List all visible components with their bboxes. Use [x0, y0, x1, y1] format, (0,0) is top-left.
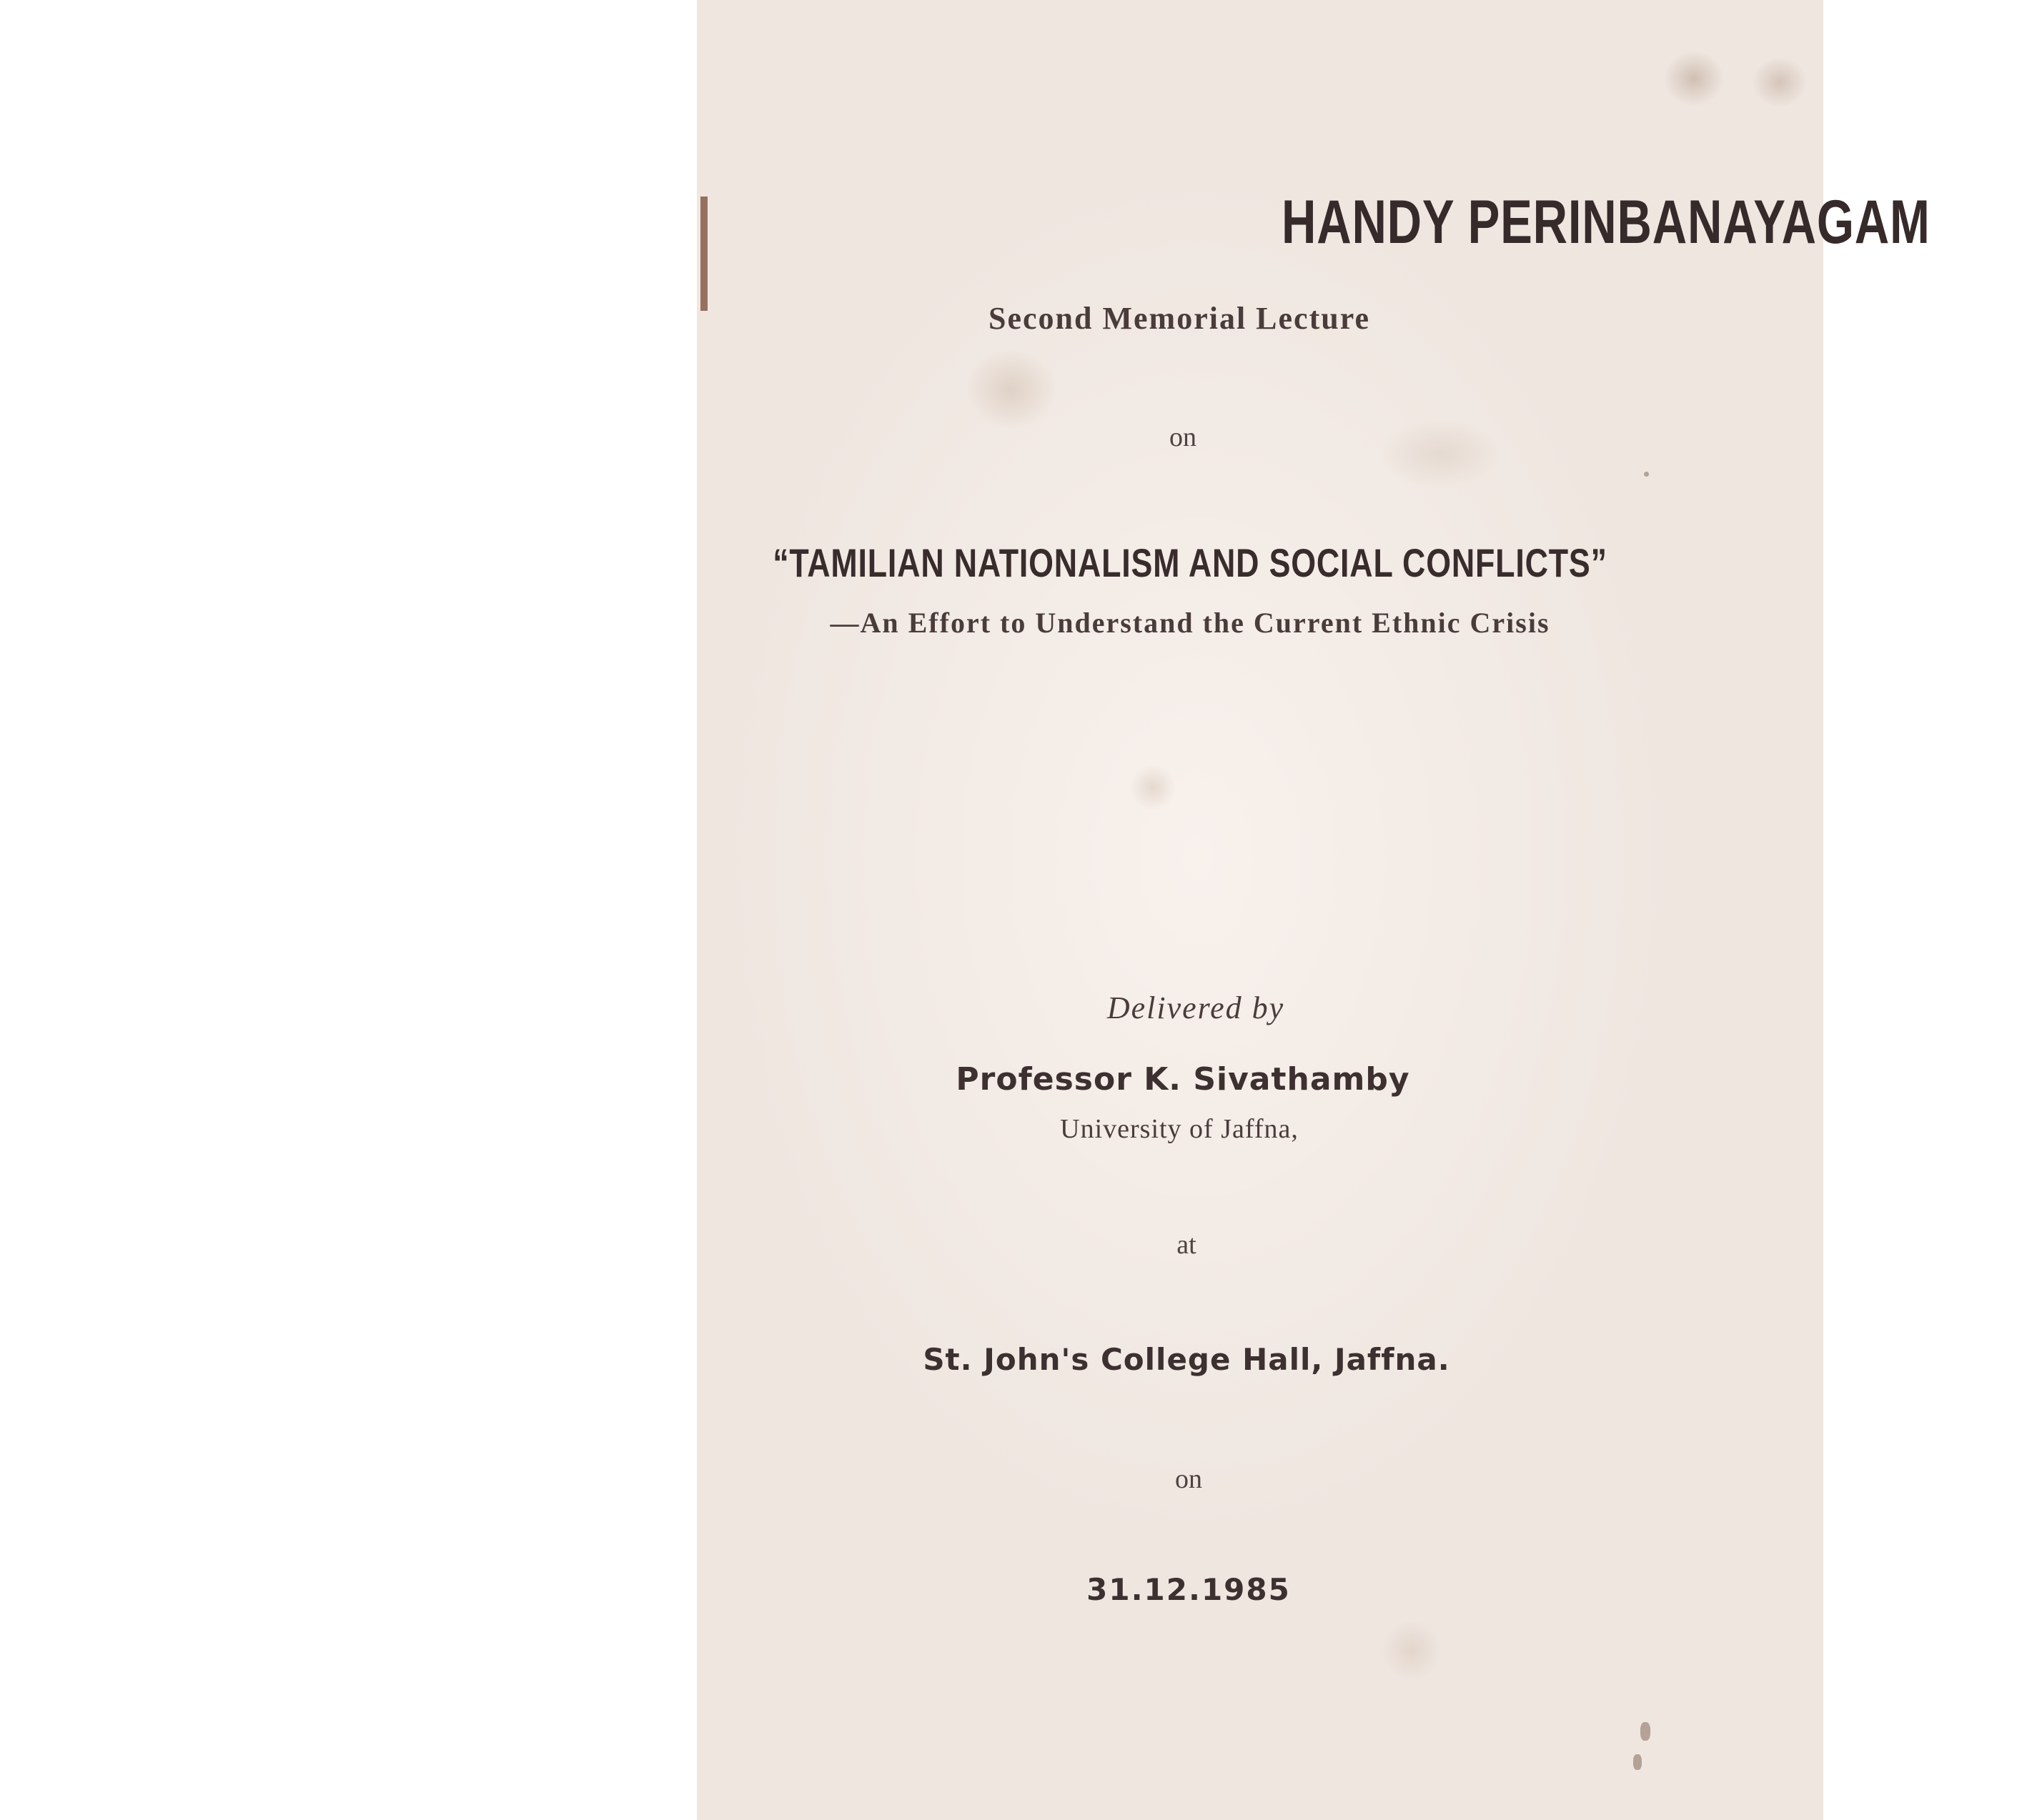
stain-spot — [1640, 1722, 1650, 1741]
delivered-by: Delivered by — [1106, 990, 1285, 1025]
lecture-series: Second Memorial Lecture — [988, 301, 1370, 336]
lecture-title — [668, 539, 1712, 586]
speaker-affiliation: University of Jaffna, — [1060, 1114, 1299, 1144]
connector-at: at — [1176, 1230, 1196, 1260]
lecture-title-text: “TAMILIAN NATIONALISM AND SOCIAL CONFLICTS” — [773, 540, 1607, 585]
connector-on: on — [1169, 422, 1196, 452]
binding-mark — [700, 197, 708, 311]
document-page — [697, 0, 1931, 1820]
connector-on-date: on — [1175, 1464, 1202, 1494]
lecture-subtitle: —An Effort to Understand the Current Ethnic Crisis — [830, 607, 1550, 639]
stain-spot — [1633, 1754, 1642, 1770]
speaker-name: Professor K. Sivathamby — [956, 1061, 1410, 1098]
stain-spot — [1644, 472, 1649, 477]
blank-margin — [0, 0, 697, 1820]
document-title-text: HANDY PERINBANAYAGAM — [1282, 188, 1931, 257]
venue: St. John's College Hall, Jaffna. — [923, 1342, 1450, 1377]
lecture-date: 31.12.1985 — [1086, 1572, 1291, 1607]
